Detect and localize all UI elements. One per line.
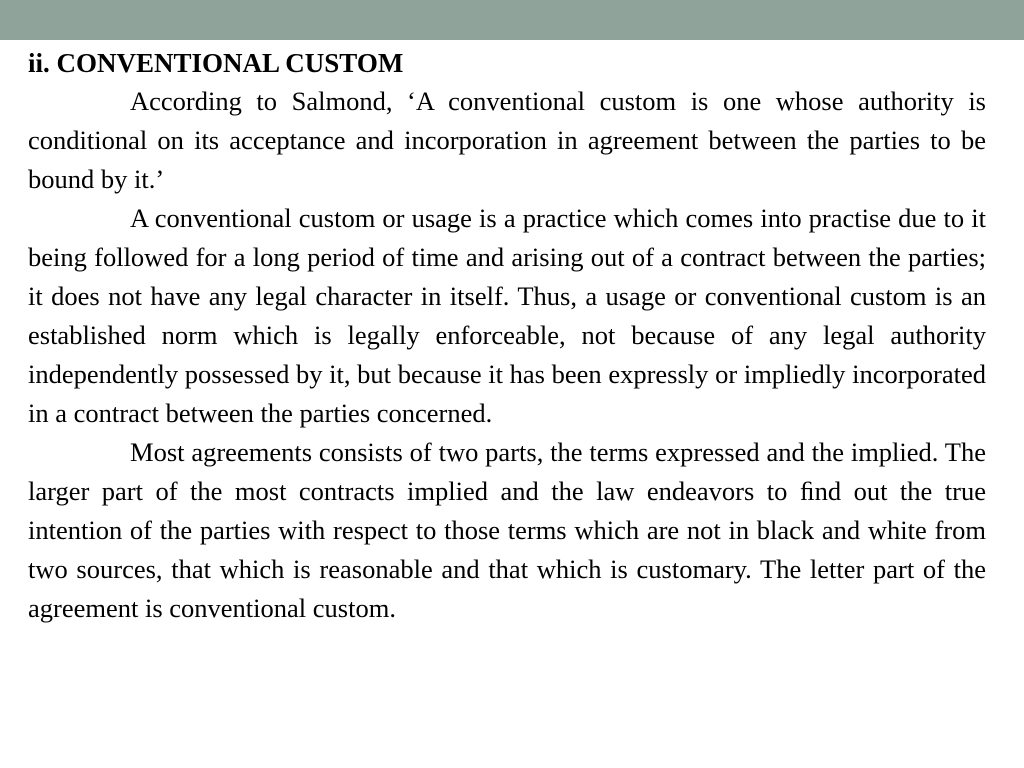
paragraph-salmond-definition: According to Salmond, ‘A conventional custom is one whose authority is conditional on its acceptance and incorporation in agreement between the parties to be bound by it.’ — [28, 86, 986, 194]
paragraph-agreement-parts: Most agreements consists of two parts, the terms expressed and the implied. The larger part of the most contracts implied and the law endeavors to ﬁnd out the true intention of the parties with respect to those terms which are not in black and white from two sources, that which is reasonable and that which is customary. The letter part of the agreement is conventional custom. — [28, 437, 986, 623]
top-bar — [0, 0, 1024, 40]
paragraph-usage-explanation: A conventional custom or usage is a practice which comes into practise due to it being followed for a long period of time and arising out of a contract between the parties; it does not have any legal character in itself. Thus, a usage or conventional custom is an established norm which is legally enforceable, not because of any legal authority independently possessed by it, but because it has been expressly or impliedly incorporated in a contract between the parties concerned. — [28, 203, 986, 428]
slide-content — [28, 44, 986, 628]
section-heading: ii. CONVENTIONAL CUSTOM — [28, 48, 404, 78]
